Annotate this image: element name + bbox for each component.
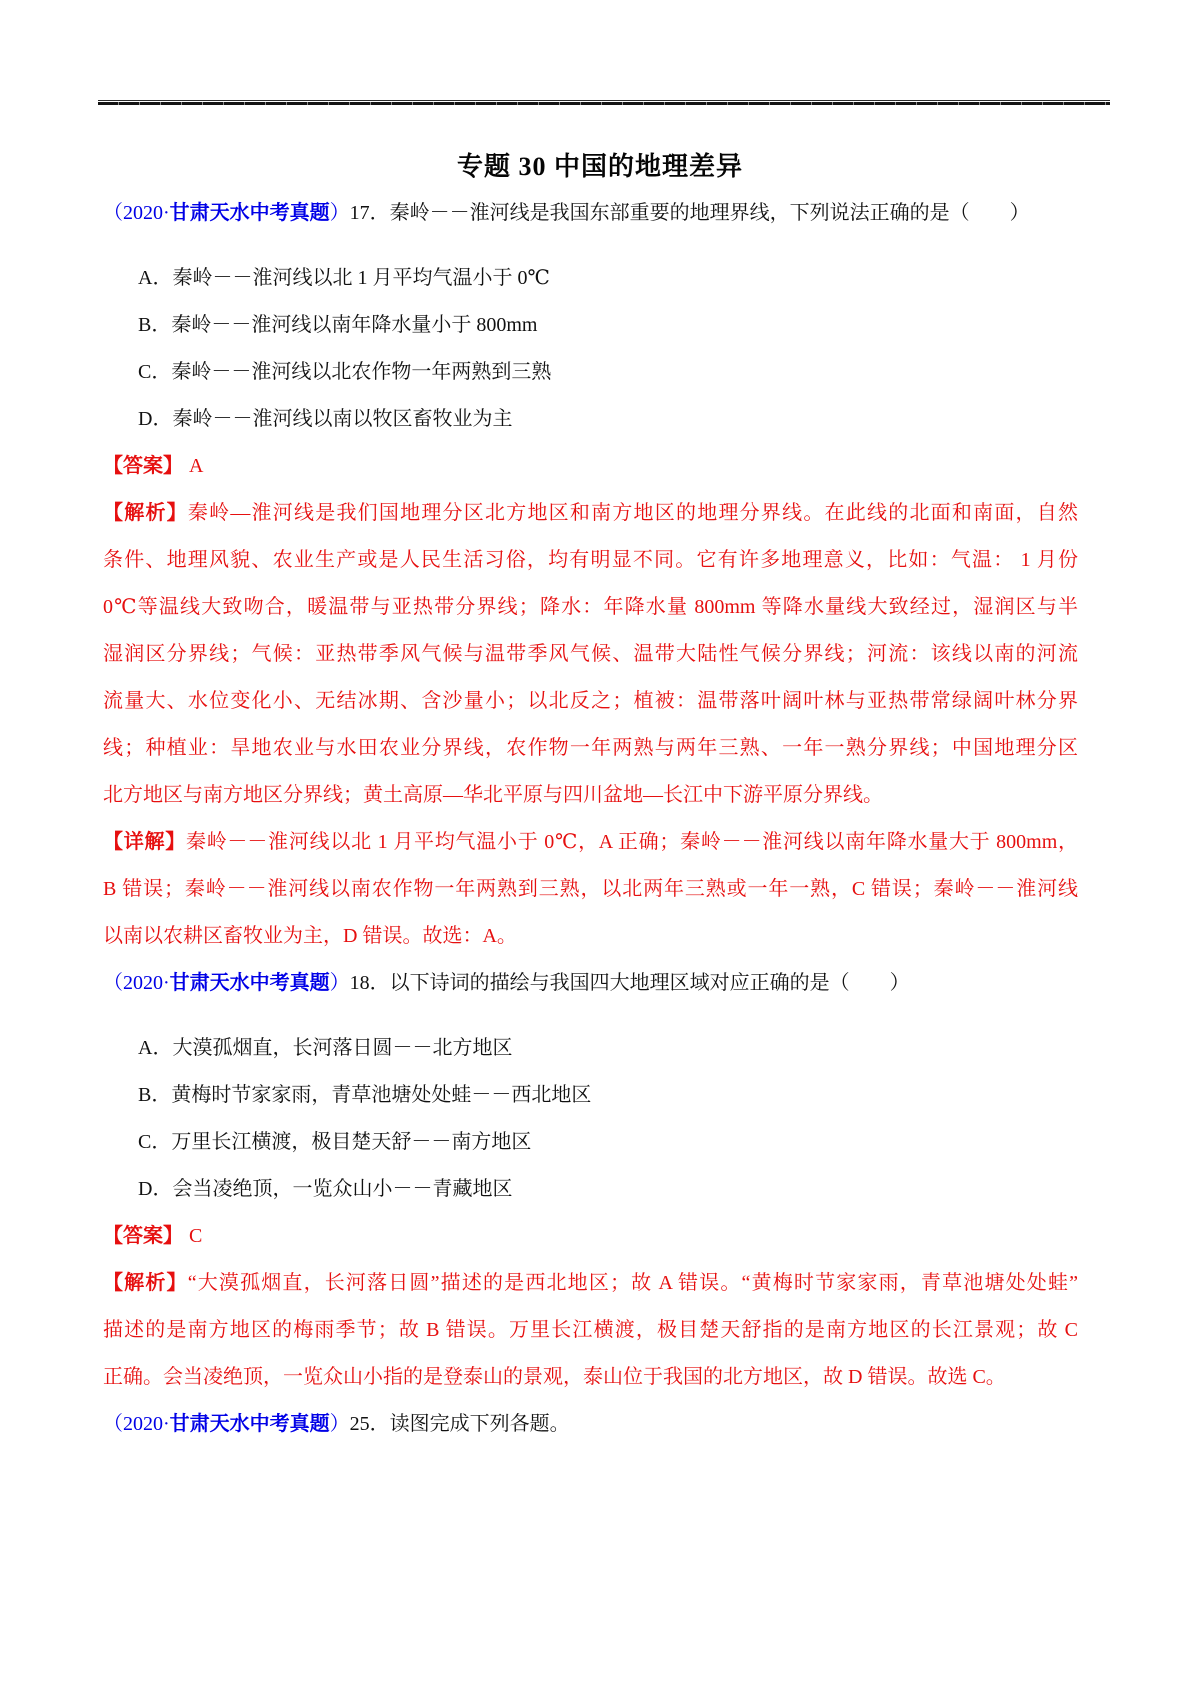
question-25-source-label: 甘肃天水中考真题	[169, 1413, 330, 1435]
question-18-source-label: 甘肃天水中考真题	[169, 972, 330, 994]
answer-label: 【答案】	[103, 1225, 183, 1247]
question-18-analysis-line-1	[103, 1260, 1078, 1307]
question-17-detail-line-1	[103, 819, 1078, 866]
header-divider-rule	[98, 100, 1110, 107]
question-17-analysis-line-3: 0℃等温线大致吻合，暖温带与亚热带分界线；降水：年降水量 800mm 等降水量线大致经过，湿润区与半	[103, 596, 1078, 618]
answer-value: C	[189, 1225, 203, 1247]
question-18-option-a: A．大漠孤烟直，长河落日圆－－北方地区	[138, 1037, 513, 1059]
question-17-answer-line	[103, 443, 1078, 490]
question-25-source-open: （2020·	[103, 1413, 170, 1435]
analysis-text: “大漠孤烟直，长河落日圆”描述的是西北地区；故 A 错误。“黄梅时节家家雨，青草池塘处处蛙”	[187, 1272, 1078, 1294]
answer-label: 【答案】	[103, 455, 183, 477]
question-25-stem-line	[103, 1401, 1078, 1448]
question-17-analysis-line-6: 线；种植业：旱地农业与水田农业分界线，农作物一年两熟与两年三熟、一年一熟分界线；中国地理分区	[103, 737, 1078, 759]
question-17-option-c: C．秦岭－－淮河线以北农作物一年两熟到三熟	[138, 361, 552, 383]
question-25-source-close: ）	[329, 1413, 350, 1435]
analysis-text: 秦岭—淮河线是我们国地理分区北方地区和南方地区的地理分界线。在此线的北面和南面，自然	[187, 502, 1078, 524]
analysis-label: 【解析】	[103, 502, 188, 524]
question-17-analysis-line-5: 流量大、水位变化小、无结冰期、含沙量小；以北反之；植被：温带落叶阔叶林与亚热带常绿阔叶林分界	[103, 690, 1078, 712]
question-18-option-b: B．黄梅时节家家雨，青草池塘处处蛙－－西北地区	[138, 1084, 592, 1106]
detail-label: 【详解】	[103, 831, 186, 853]
question-17-stem-text: 17．秦岭－－淮河线是我国东部重要的地理界线，下列说法正确的是（ ）	[349, 202, 1030, 224]
page-title: 专题 30 中国的地理差异	[456, 152, 743, 181]
question-17-source-label: 甘肃天水中考真题	[169, 202, 330, 224]
question-17-source-close: ）	[329, 202, 350, 224]
question-17-option-d: D．秦岭－－淮河线以南以牧区畜牧业为主	[138, 408, 513, 430]
question-17-analysis-line-1	[103, 490, 1078, 537]
question-17-stem-line	[103, 190, 1078, 237]
document-content	[103, 190, 1078, 1448]
question-17-detail-line-3: 以南以农耕区畜牧业为主，D 错误。故选：A。	[103, 925, 517, 947]
question-18-option-d: D．会当凌绝顶，一览众山小－－青藏地区	[138, 1178, 513, 1200]
question-18-source-open: （2020·	[103, 972, 170, 994]
question-18-stem-text: 18．以下诗词的描绘与我国四大地理区域对应正确的是（ ）	[349, 972, 910, 994]
answer-value: A	[189, 455, 204, 477]
question-17-analysis-line-4: 湿润区分界线；气候：亚热带季风气候与温带季风气候、温带大陆性气候分界线；河流：该线以南的河流	[103, 643, 1078, 665]
question-18-analysis-line-3: 正确。会当凌绝顶，一览众山小指的是登泰山的景观，泰山位于我国的北方地区，故 D 错误。故选 C。	[103, 1366, 1006, 1388]
question-17-detail-line-2: B 错误；秦岭－－淮河线以南农作物一年两熟到三熟，以北两年三熟或一年一熟，C 错误；秦岭－－淮河线	[103, 878, 1078, 900]
question-18-answer-line	[103, 1213, 1078, 1260]
question-17-option-b: B．秦岭－－淮河线以南年降水量小于 800mm	[138, 314, 538, 336]
question-17-option-a: A．秦岭－－淮河线以北 1 月平均气温小于 0℃	[138, 267, 550, 289]
question-18-analysis-line-2: 描述的是南方地区的梅雨季节；故 B 错误。万里长江横渡，极目楚天舒指的是南方地区的长江景观；故 C	[103, 1319, 1078, 1341]
question-17-analysis-line-7: 北方地区与南方地区分界线；黄土高原—华北平原与四川盆地—长江中下游平原分界线。	[103, 784, 883, 806]
question-17-analysis-line-2: 条件、地理风貌、农业生产或是人民生活习俗，均有明显不同。它有许多地理意义，比如：气温： 1 月份	[103, 549, 1078, 571]
question-25-stem-text: 25．读图完成下列各题。	[349, 1413, 570, 1435]
detail-text: 秦岭－－淮河线以北 1 月平均气温小于 0℃，A 正确；秦岭－－淮河线以南年降水量大于 800mm，	[185, 831, 1078, 853]
question-17-source-open: （2020·	[103, 202, 170, 224]
question-18-source-close: ）	[329, 972, 350, 994]
question-18-option-c: C．万里长江横渡，极目楚天舒－－南方地区	[138, 1131, 532, 1153]
question-18-stem-line	[103, 960, 1078, 1007]
analysis-label: 【解析】	[103, 1272, 188, 1294]
